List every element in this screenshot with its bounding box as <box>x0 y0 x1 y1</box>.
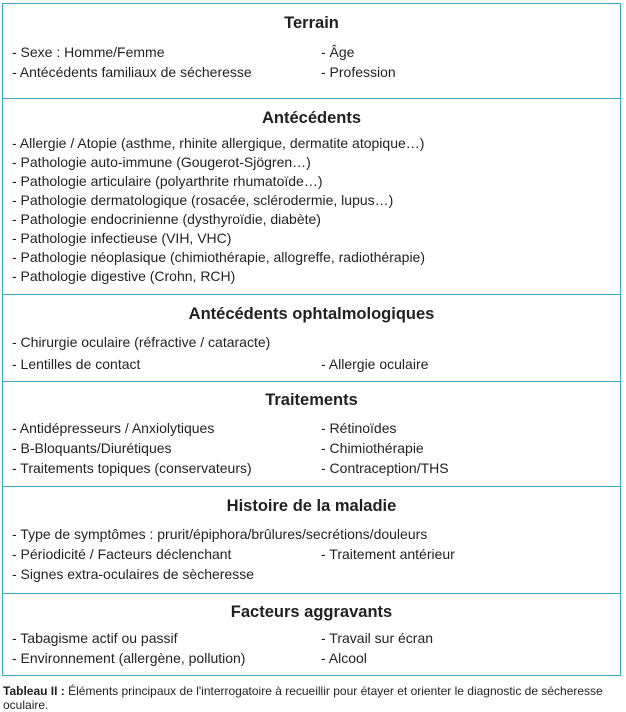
table-row <box>3 266 620 285</box>
item-left: - Signes extra-oculaires de sècheresse <box>12 566 255 582</box>
section-aggravating-factors <box>3 593 620 675</box>
table-row <box>3 209 620 228</box>
item-left: - Chirurgie oculaire (réfractive / cataracte) <box>12 334 271 350</box>
item-right: - Rétinoïdes <box>321 420 397 436</box>
item-left: - Périodicité / Facteurs déclenchant <box>12 546 232 562</box>
item-left: - Sexe : Homme/Femme <box>12 44 165 60</box>
table-row <box>3 42 620 62</box>
item-left: - Antidépresseurs / Anxiolytiques <box>12 420 215 436</box>
table-row <box>3 171 620 190</box>
table-row <box>3 438 620 458</box>
table-row <box>3 544 620 564</box>
item-right: - Alcool <box>321 650 367 666</box>
item-left: - Allergie / Atopie (asthme, rhinite allergique, dermatite atopique…) <box>12 135 425 151</box>
item-right: - Âge <box>321 44 355 60</box>
table-row <box>3 152 620 171</box>
item-left: - Lentilles de contact <box>12 356 141 372</box>
table-row <box>3 62 620 82</box>
item-left: - Pathologie dermatologique (rosacée, sclérodermie, lupus…) <box>12 192 394 208</box>
table-row <box>3 247 620 266</box>
section-terrain <box>3 13 620 98</box>
table-row <box>3 564 620 584</box>
anamnesis-table <box>2 3 621 676</box>
item-left: - Traitements topiques (conservateurs) <box>12 460 252 476</box>
item-left: - Pathologie néoplasique (chimiothérapie, allogreffe, radiothérapie) <box>12 249 425 265</box>
item-left: - Type de symptômes : prurit/épiphora/brûlures/secrétions/douleurs <box>12 526 428 542</box>
item-right: - Allergie oculaire <box>321 356 429 372</box>
section-disease-history <box>3 486 620 593</box>
table-row <box>3 524 620 544</box>
table-row <box>3 133 620 152</box>
section-antecedents <box>3 98 620 294</box>
item-right: - Profession <box>321 64 396 80</box>
item-left: - Pathologie digestive (Crohn, RCH) <box>12 268 236 284</box>
table-row <box>3 332 620 354</box>
table-row <box>3 628 620 648</box>
table-row <box>3 190 620 209</box>
item-left: - Tabagisme actif ou passif <box>12 630 178 646</box>
section-title: Histoire de la maladie <box>226 497 397 515</box>
section-title: Antécédents ophtalmologiques <box>188 305 435 323</box>
item-left: - Pathologie infectieuse (VIH, VHC) <box>12 230 232 246</box>
item-right: - Travail sur écran <box>321 630 434 646</box>
table-row <box>3 228 620 247</box>
item-left: - Pathologie articulaire (polyarthrite rhumatoïde…) <box>12 173 323 189</box>
table-row <box>3 648 620 668</box>
item-right: - Traitement antérieur <box>321 546 455 562</box>
caption-label: Tableau II : <box>3 684 65 698</box>
item-left: - Antécédents familiaux de sécheresse <box>12 64 252 80</box>
item-left: - Pathologie auto-immune (Gougerot-Sjögren…) <box>12 154 311 170</box>
section-title: Traitements <box>265 391 358 409</box>
table-row <box>3 418 620 438</box>
section-title: Facteurs aggravants <box>230 603 393 621</box>
item-right: - Contraception/THS <box>321 460 449 476</box>
item-left: - Pathologie endocrinienne (dysthyroïdie, diabète) <box>12 211 321 227</box>
section-ophthalmologic-history <box>3 294 620 381</box>
section-treatments <box>3 381 620 486</box>
caption-text: Éléments principaux de l'interrogatoire à recueillir pour étayer et orienter le diagnostic de sécheresse oculaire. <box>3 684 603 712</box>
section-title: Terrain <box>284 14 339 32</box>
table-row <box>3 458 620 478</box>
item-right: - Chimiothérapie <box>321 440 424 456</box>
table-caption <box>3 684 621 712</box>
item-left: - B-Bloquants/Diurétiques <box>12 440 172 456</box>
table-row <box>3 354 620 374</box>
item-left: - Environnement (allergène, pollution) <box>12 650 246 666</box>
section-title: Antécédents <box>261 109 362 127</box>
